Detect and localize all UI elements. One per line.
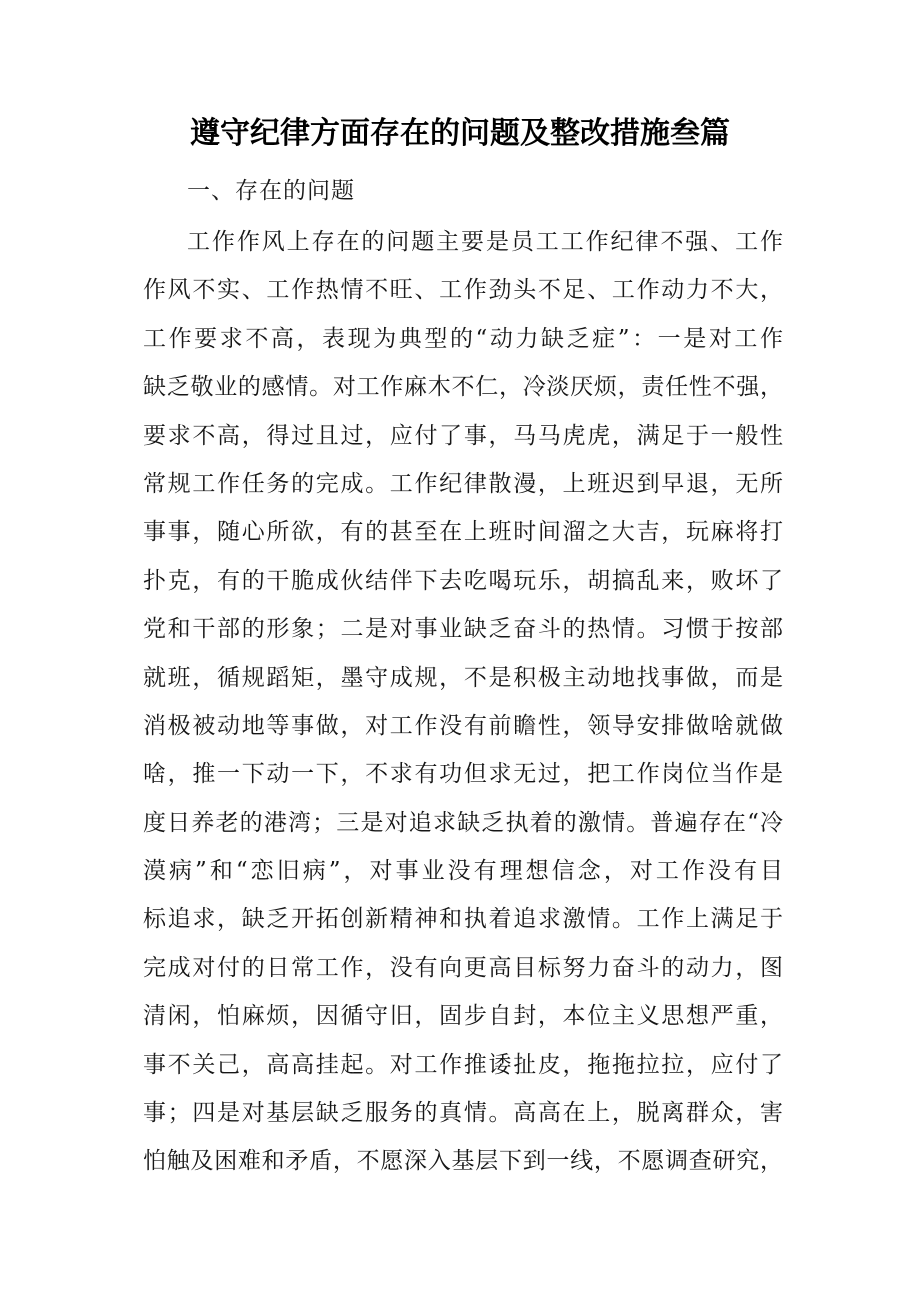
paragraph-line: 漠病”和“恋旧病”，对事业没有理想信念，对工作没有目 [143,858,783,885]
section-heading: 一、存在的问题 [187,178,355,204]
paragraph-line: 缺乏敬业的感情。对工作麻木不仁，冷淡厌烦，责任性不强， [143,374,783,401]
paragraph-line: 工作要求不高，表现为典型的“动力缺乏症”：一是对工作 [143,325,783,352]
paragraph-line: 度日养老的港湾；三是对追求缺乏执着的激情。普遍存在“冷 [143,809,783,836]
paragraph-line: 就班，循规蹈矩，墨守成规，不是积极主动地找事做，而是 [143,664,783,691]
paragraph-line: 作风不实、工作热情不旺、工作劲头不足、工作动力不大， [143,277,783,304]
paragraph-line: 清闲，怕麻烦，因循守旧，固步自封，本位主义思想严重， [143,1003,783,1030]
body-paragraph [143,218,783,1186]
paragraph-line: 完成对付的日常工作，没有向更高目标努力奋斗的动力，图 [143,954,783,981]
paragraph-line: 党和干部的形象；二是对事业缺乏奋斗的热情。习惯于按部 [143,616,783,643]
paragraph-line: 常规工作任务的完成。工作纪律散漫，上班迟到早退，无所 [143,470,783,497]
paragraph-line: 工作作风上存在的问题主要是员工工作纪律不强、工作 [187,229,783,255]
paragraph-line: 事不关己，高高挂起。对工作推诿扯皮，拖拖拉拉，应付了 [143,1051,783,1078]
paragraph-line: 扑克，有的干脆成伙结伴下去吃喝玩乐，胡搞乱来，败坏了 [143,567,783,594]
paragraph-line: 要求不高，得过且过，应付了事，马马虎虎，满足于一般性 [143,422,783,449]
paragraph-line: 啥，推一下动一下，不求有功但求无过，把工作岗位当作是 [143,761,783,788]
document-title: 遵守纪律方面存在的问题及整改措施叁篇 [190,116,730,151]
paragraph-line: 标追求，缺乏开拓创新精神和执着追求激情。工作上满足于 [143,906,783,933]
paragraph-line: 事事，随心所欲，有的甚至在上班时间溜之大吉，玩麻将打 [143,519,783,546]
paragraph-line: 怕触及困难和矛盾，不愿深入基层下到一线，不愿调查研究， [143,1148,783,1175]
paragraph-line: 事；四是对基层缺乏服务的真情。高高在上，脱离群众，害 [143,1100,783,1127]
paragraph-line: 消极被动地等事做，对工作没有前瞻性，领导安排做啥就做 [143,712,783,739]
